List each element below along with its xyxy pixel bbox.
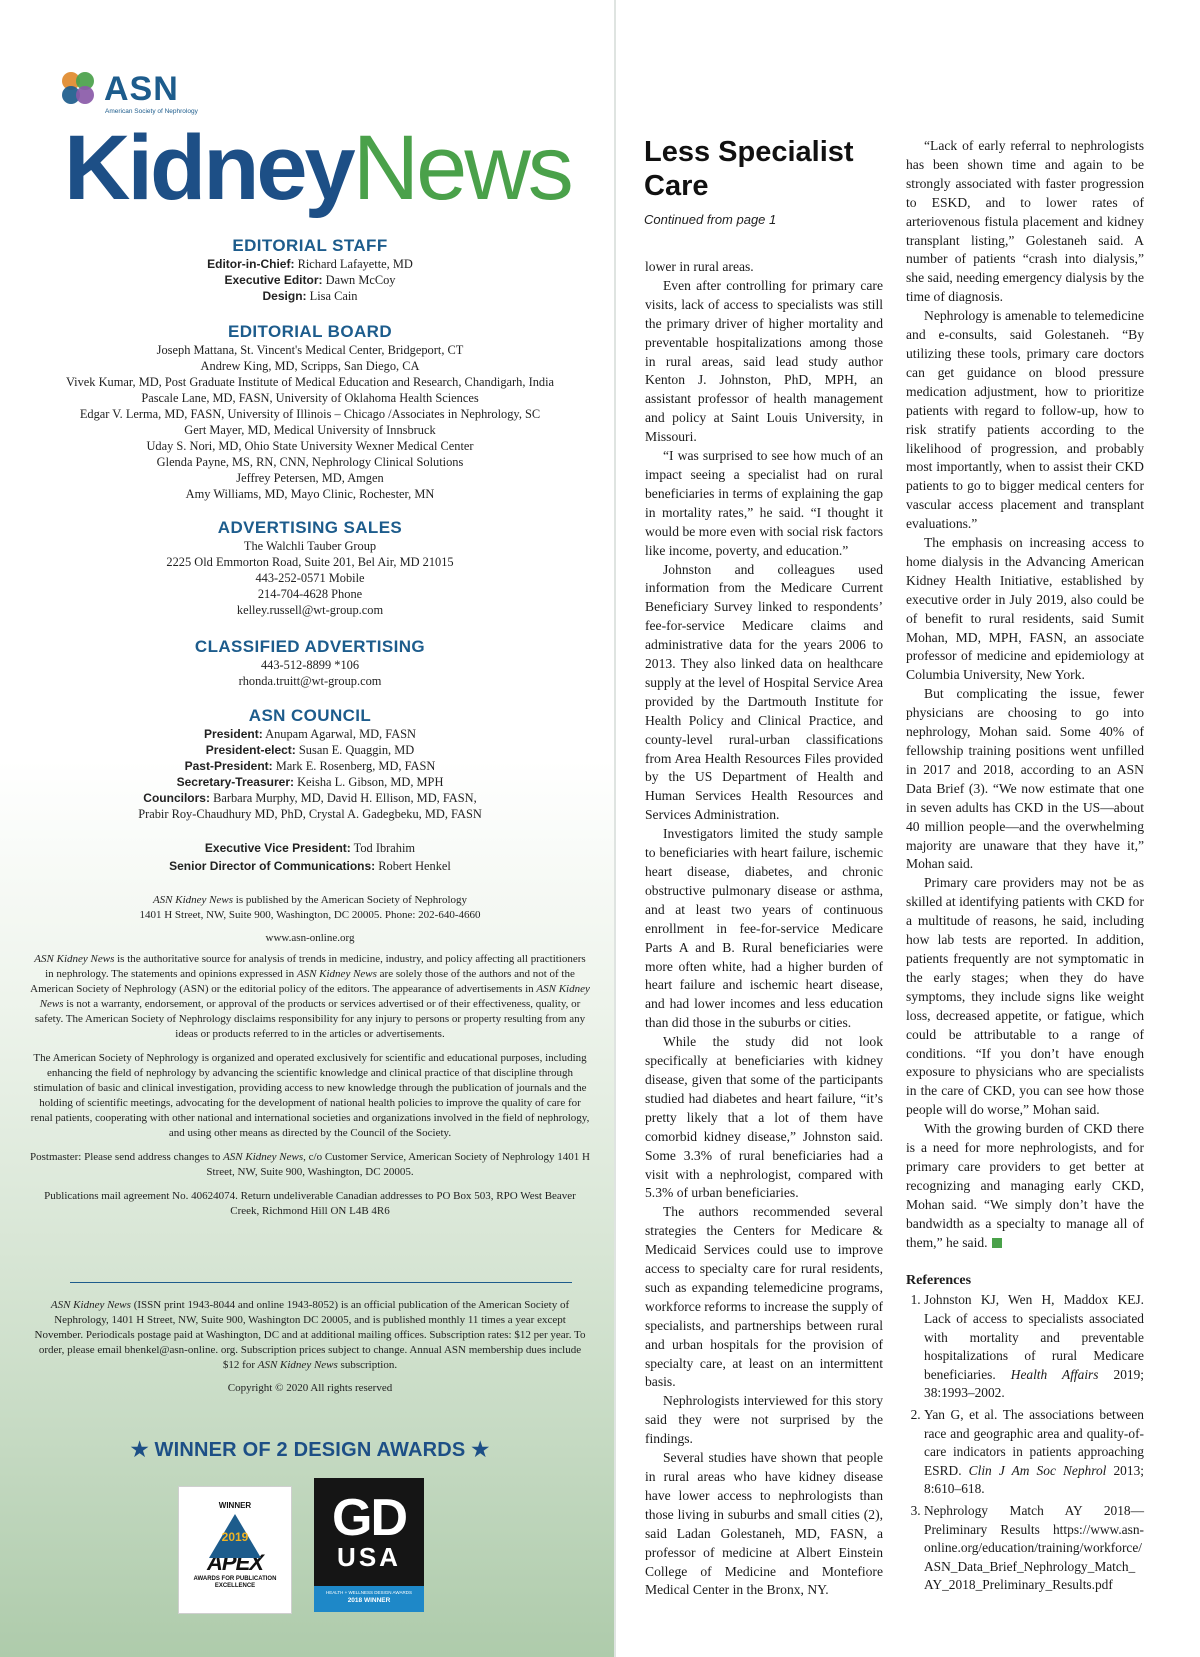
board-member: Andrew King, MD, Scripps, San Diego, CA: [200, 359, 420, 373]
asn-logo-subtitle: American Society of Nephrology: [105, 108, 198, 115]
references: [906, 1272, 1144, 1594]
page-gutter: [614, 0, 616, 1657]
asn-council: [30, 706, 590, 822]
paragraph: Investigators limited the study sample to beneficiaries with heart failure, ischemic heart disease, diabetes, and chronic obstructive pulmonary disease or asthma, and at least two years of continuous enrollment in fee-for-service Medicare Parts A and B. Rural beneficiaries were more often white, had a higher burden of heart failure and ischemic heart disease, and had lower incomes and less education than did those in the suburbs or cities.: [645, 826, 883, 1031]
article-column-1: [645, 258, 883, 1600]
paragraph: lower in rural areas.: [645, 259, 754, 274]
article-headline: Less Specialist Care: [644, 136, 854, 202]
disclaimer: ASN Kidney News is the authoritative source for analysis of trends in medicine, industry, and policy affecting all practitioners in nephrology. The statements and opinions expressed in ASN Kidney News are solely those of the authors and not of the American Society of Nephrology (ASN) or the editorial policy of the editors. The appearance of advertisements in ASN Kidney News is not a warranty, endorsement, or approval of the products or services advertised or of their effectiveness, quality, or safety. The American Society of Nephrology disclaims responsibility for any injury to persons or property resulting from any ideas or products referred to in the articles or advertisements.: [30, 953, 590, 1040]
apex-award-badge: WINNER 2019 APEX AWARDS FOR PUBLICATION EXCELLENCE: [178, 1486, 292, 1614]
editorial-staff: [30, 236, 590, 304]
paragraph: Even after controlling for primary care visits, lack of access to specialists was still the primary driver of higher mortality and preventable hospitalizations among those in rural areas, said lead study author Kenton J. Johnston, PhD, MPH, an assistant professor of health management and policy at Saint Louis University, in Missouri.: [645, 277, 883, 445]
board-member: Vivek Kumar, MD, Post Graduate Institute of Medical Education and Research, Chandigarh, India: [65, 375, 555, 389]
copyright: Copyright © 2020 All rights reserved: [227, 1382, 393, 1394]
editorial-board: [30, 322, 590, 502]
paragraph: Nephrology is amenable to telemedicine and e-consults, said Golestaneh. “By utilizing these tools, primary care doctors can get guidance on blood pressure medication adjustment, how to prioritize patients with regard to follow-up, how to risk stratify patients according to the likelihood of progression, and probably most importantly, when to assist their CKD patients to go to bigger medical centers for vascular access placement and transplant evaluations.”: [906, 308, 1144, 532]
council-line: Secretary-Treasurer: Keisha L. Gibson, MD, MPH: [176, 775, 444, 789]
board-member: Edgar V. Lerma, MD, FASN, University of Illinois – Chicago /Associates in Nephrology, SC: [79, 407, 541, 421]
reference-item: 2. Yan G, et al. The associations between race and geographic area and quality-of-care indicators in patients approaching ESRD. Clin J Am Soc Nephrol 2013; 8:610–618.: [924, 1406, 1144, 1499]
reference-item[interactable]: 3. Nephrology Match AY 2018—Preliminary Results https://www.asn-online.org/education/training/workforce/ASN_Data_Brief_Nephrology_Match_AY_2018_Preliminary_Results.pdf: [924, 1502, 1144, 1595]
postmaster-notice: Postmaster: Please send address changes to ASN Kidney News, c/o Customer Service, American Society of Nephrology 1401 H Street, NW, Suite 900, Washington, DC 20005.: [30, 1151, 590, 1178]
article-column-2: [906, 137, 1144, 1598]
board-member: Pascale Lane, MD, FASN, University of Oklahoma Health Sciences: [141, 391, 479, 405]
divider-rule: [70, 1282, 572, 1283]
paragraph: “I was surprised to see how much of an impact seeing a specialist had on rural beneficiaries in terms of explaining the gap in mortality rates,” he said. “I thought it would be more even with social risk factors like income, poverty, and education.”: [645, 448, 883, 558]
editorial-board-heading: EDITORIAL BOARD: [227, 322, 393, 341]
council-heading: ASN COUNCIL: [248, 706, 372, 725]
paragraph: Nephrologists interviewed for this story said they were not surprised by the findings.: [645, 1393, 883, 1447]
title-kidney: Kidney: [64, 117, 353, 219]
board-member: Uday S. Nori, MD, Ohio State University Wexner Medical Center: [146, 439, 474, 453]
star-icon: ★: [471, 1439, 490, 1461]
board-member: Joseph Mattana, St. Vincent's Medical Center, Bridgeport, CT: [156, 343, 464, 357]
gd-winner-bar: HEALTH + WELLNESS DESIGN AWARDS 2018 WINNER: [314, 1586, 424, 1612]
logo-dot: [76, 86, 94, 104]
executive-line: Executive Vice President: Tod Ibrahim: [204, 841, 416, 855]
publisher-info: [30, 893, 590, 1219]
advertising-sales: [30, 518, 590, 618]
asn-logo-text: ASN: [104, 70, 179, 108]
executives: [30, 840, 590, 874]
reference-item: 1. Johnston KJ, Wen H, Maddox KEJ. Lack of access to specialists associated with mortality and preventable hospitalizations of rural Medicare beneficiaries. Health Affairs 2019; 38:1993–2002.: [924, 1291, 1144, 1403]
classified-phone: 443-512-8899 *106: [260, 658, 360, 672]
references-heading: References: [906, 1273, 972, 1289]
council-line: President-elect: Susan E. Quaggin, MD: [205, 743, 415, 757]
ad-sales-email: kelley.russell@wt-group.com: [236, 603, 384, 617]
staff-line: Editor-in-Chief: Richard Lafayette, MD: [207, 257, 413, 271]
board-member: Gert Mayer, MD, Medical University of Innsbruck: [184, 423, 436, 437]
ad-sales-line: 443-252-0571 Mobile: [255, 571, 365, 585]
paragraph: The emphasis on increasing access to home dialysis in the Advancing American Kidney Health Initiative, established by executive order in July 2019, also could be of benefit to rural residents, said Sumit Mohan, MD, MPH, FASN, an associate professor of medicine and epidemiology at Columbia University, New York.: [906, 535, 1144, 683]
board-member: Glenda Payne, MS, RN, CNN, Nephrology Clinical Solutions: [156, 455, 464, 469]
mail-agreement: Publications mail agreement No. 40624074. Return undeliverable Canadian addresses to PO Box 503, RPO West Beaver Creek, Richmond Hill ON L4B 4R6: [44, 1190, 576, 1217]
paragraph: Primary care providers may not be as skilled at identifying patients with CKD for a multitude of reasons, he said, including how lab tests are reported. In addition, patients frequently are not symptomatic in the early stages; when they do have symptoms, they include signs like weight loss, decreased appetite, or fatigue, which could be attributable to a range of conditions. “If you don’t have enough exposure to physicians who are specialists in the care of CKD, you can see how those people will do worse,” Mohan said.: [906, 875, 1144, 1118]
board-member: Jeffrey Petersen, MD, Amgen: [236, 471, 384, 485]
classified-email: rhonda.truitt@wt-group.com: [238, 674, 382, 688]
ad-sales-line: 2225 Old Emmorton Road, Suite 201, Bel Air, MD 21015: [166, 555, 454, 569]
publisher-statement: ASN Kidney News is published by the American Society of Nephrology: [152, 894, 468, 906]
council-line: Past-President: Mark E. Rosenberg, MD, FASN: [184, 759, 436, 773]
paragraph: The authors recommended several strategies the Centers for Medicare & Medicaid Services could use to improve access to specialty care for rural residents, such as expanding telemedicine programs, workforce reforms to increase the supply of specialists, and partnerships between rural and urban hospitals for the provision of specialty care, at least on an intermittent basis.: [645, 1204, 883, 1390]
title-news: News: [352, 117, 571, 219]
advertising-sales-heading: ADVERTISING SALES: [217, 518, 403, 537]
classified-heading: CLASSIFIED ADVERTISING: [194, 637, 426, 656]
council-line: President: Anupam Agarwal, MD, FASN: [204, 727, 416, 741]
issn-text: ASN Kidney News (ISSN print 1943-8044 and online 1943-8052) is an official publication of the American Society of Nephrology, 1401 H Street, NW, Suite 900, Washington DC 20005, and is published monthly 11 times a year except November. Periodicals postage paid at Washington, DC and at additional mailing offices. Subscription rates: $12 per year. To order, please email bhenkel@asn-online. org. Subscription prices subject to change. Annual ASN membership dues include $12 for ASN Kidney News subscription.: [34, 1299, 586, 1371]
board-member: Amy Williams, MD, Mayo Clinic, Rochester, MN: [185, 487, 435, 501]
star-icon: ★: [130, 1439, 149, 1461]
council-line: Prabir Roy-Chaudhury MD, PhD, Crystal A. Gadegbeku, MD, FASN: [138, 807, 482, 821]
awards-heading: ★ WINNER OF 2 DESIGN AWARDS ★: [130, 1439, 490, 1461]
gd-usa-award-badge: GD USA HEALTH + WELLNESS DESIGN AWARDS 2018 WINNER: [314, 1478, 424, 1612]
editorial-staff-heading: EDITORIAL STAFF: [232, 236, 388, 255]
website-link[interactable]: www.asn-online.org: [265, 932, 355, 944]
mission-statement: The American Society of Nephrology is organized and operated exclusively for scientific and educational purposes, including enhancing the field of nephrology by advancing the scientific knowledge and clinical practice of that discipline through stimulation of basic and clinical investigation, providing access to new knowledge through the publication of journals and the holding of scientific meetings, advocating for the development of national health policies to improve the quality of care for renal patients, cooperating with other national and international societies and organizations involved in the field of nephrology, and using other means as directed by the Council of the Society.: [30, 1052, 590, 1139]
paragraph: Several studies have shown that people in rural areas who have kidney disease have lower access to nephrologists than those living in suburbs and small cities (2), said Ladan Golestaneh, MD, FASN, a professor of medicine at Albert Einstein College of Medicine and Montefiore Medical Center in the Bronx, NY.: [645, 1450, 883, 1598]
continued-note: Continued from page 1: [644, 212, 777, 227]
ad-sales-line: 214-704-4628 Phone: [257, 587, 363, 601]
paragraph: While the study did not look specifically at beneficiaries with kidney disease, given that some of the participants studied had diabetes and heart failure, “it’s pretty likely that a lot of them have comorbid kidney disease,” Johnston said. Some 3.3% of rural beneficiaries had a visit with a nephrologist, compared with 5.3% of urban beneficiaries.: [645, 1034, 883, 1201]
asn-logo-icon: [62, 72, 100, 110]
council-line: Councilors: Barbara Murphy, MD, David H. Ellison, MD, FASN,: [143, 791, 477, 805]
paragraph: Johnston and colleagues used information from the Medicare Current Beneficiary Survey linked to respondents’ fee-for-service Medicare claims and administrative data for the years 2006 to 2013. They also linked data on healthcare supply at the level of Hospital Service Area provided by the Dartmouth Institute for Health Policy and Clinical Practice, and county-level rural-urban classifications from Area Health Resources Files provided by the US Department of Health and Human Services Health Resources and Services Administration.: [645, 561, 883, 823]
references-list: [906, 1291, 1144, 1595]
classified-advertising: [30, 637, 590, 689]
publication-title: [64, 118, 571, 218]
publisher-address: 1401 H Street, NW, Suite 900, Washington, DC 20005. Phone: 202-640-4660: [139, 909, 481, 921]
paragraph: “Lack of early referral to nephrologists has been shown time and again to be strongly associated with faster progression to ESKD, and to lower rates of arteriovenous fistula placement and kidney transplant listing,” Golestaneh said. A number of patients “crash into dialysis,” she said, needing emergency dialysis by the time of diagnosis.: [906, 138, 1144, 305]
end-of-article-icon: [992, 1238, 1002, 1248]
staff-line: Executive Editor: Dawn McCoy: [224, 273, 396, 287]
paragraph: But complicating the issue, fewer physicians are choosing to go into nephrology, Mohan said. Some 40% of fellowship training positions went unfilled in 2017 and 2018, according to an ASN Data Brief (3). “We now estimate that one in seven adults has CKD in the US—about 40 million people—and the overwhelming majority are unaware that they have it,” Mohan said.: [906, 686, 1144, 872]
staff-line: Design: Lisa Cain: [262, 289, 358, 303]
executive-line: Senior Director of Communications: Robert Henkel: [169, 859, 451, 873]
ad-sales-line: The Walchli Tauber Group: [243, 539, 377, 553]
asn-logo: [62, 72, 179, 112]
issn-statement: [30, 1298, 590, 1396]
paragraph: With the growing burden of CKD there is a need for more nephrologists, and for primary care providers to get better at recognizing and managing early CKD, Mohan said. “We simply don’t have the bandwidth as a specialty to manage all of them,” he said.: [906, 1121, 1144, 1250]
